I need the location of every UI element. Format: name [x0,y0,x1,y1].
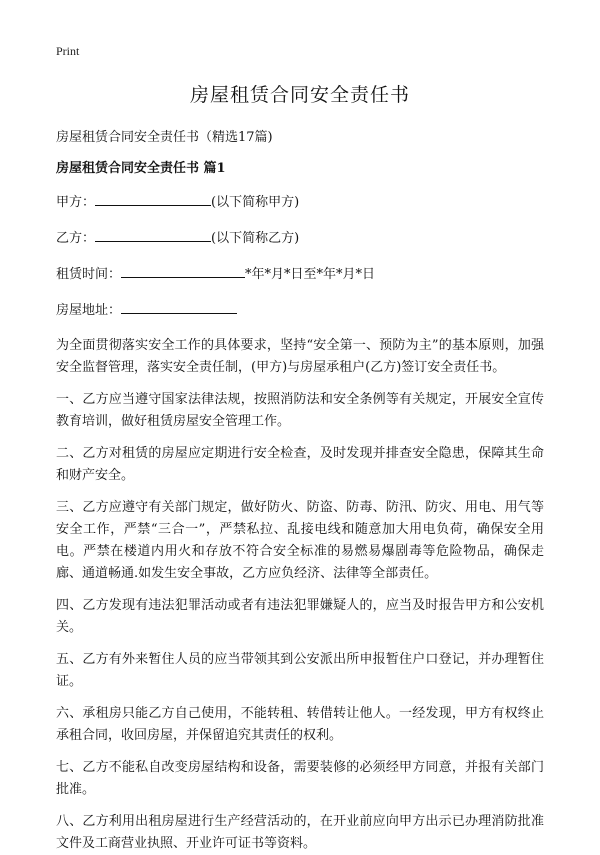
clause-4: 四、乙方发现有违法犯罪活动或者有违法犯罪嫌疑人的，应当及时报告甲方和公安机关。 [56,598,544,635]
lease-time-field [56,263,544,285]
party-b-suffix: (以下简称乙方) [211,231,300,246]
section-heading: 房屋租赁合同安全责任书 篇1 [56,161,226,176]
print-label: Print [56,44,80,58]
document-subtitle: 房屋租赁合同安全责任书（精选17篇) [56,130,273,145]
clause-2: 二、乙方对租赁的房屋应定期进行安全检查，及时发现并排查安全隐患，保障其生命和财产安全。 [56,446,544,483]
party-b-blank [95,227,211,242]
lease-time-blank [121,263,245,278]
party-a-suffix: (以下简称甲方) [211,195,300,210]
party-a-field [56,191,544,213]
lease-time-suffix: *年*月*日至*年*月*日 [245,267,376,282]
clause-8: 八、乙方利用出租房屋进行生产经营活动的，在开业前应向甲方出示已办理消防批准文件及工商营业执照、开业许可证书等资料。 [56,814,544,851]
party-a-label: 甲方： [56,195,96,210]
address-field [56,299,544,321]
page-title: 房屋租赁合同安全责任书 [189,84,410,106]
clause-1: 一、乙方应当遵守国家法律法规，按照消防法和安全条例等有关规定，开展安全宣传教育培训，做好租赁房屋安全管理工作。 [56,392,544,429]
address-label: 房屋地址： [56,303,122,318]
party-b-label: 乙方： [56,231,96,246]
clause-7: 七、乙方不能私自改变房屋结构和设备，需要装修的必须经甲方同意，并报有关部门批准。 [56,760,544,797]
lease-time-label: 租赁时间： [56,267,122,282]
clause-5: 五、乙方有外来暂住人员的应当带领其到公安派出所申报暂住户口登记，并办理暂住证。 [56,652,544,689]
clause-6: 六、承租房只能乙方自己使用，不能转租、转借转让他人。一经发现，甲方有权终止承租合同，收回房屋，并保留追究其责任的权利。 [56,706,544,743]
party-b-field [56,227,544,249]
intro-paragraph: 为全面贯彻落实安全工作的具体要求，坚持“安全第一、预防为主”的基本原则，加强安全监督管理，落实安全责任制，(甲方)与房屋承租户(乙方)签订安全责任书。 [56,338,544,375]
party-a-blank [95,191,211,206]
address-blank [121,299,237,314]
clause-3: 三、乙方应遵守有关部门规定，做好防火、防盗、防毒、防汛、防灾、用电、用气等安全工作，严禁“三合一”，严禁私拉、乱接电线和随意加大用电负荷，确保安全用电。严禁在楼道内用火和存放不符合安全标准的易燃易爆剧毒等危险物品，确保走廊、通道畅通.如发生安全事故，乙方应负经济、法律等全部责任。 [56,500,544,581]
